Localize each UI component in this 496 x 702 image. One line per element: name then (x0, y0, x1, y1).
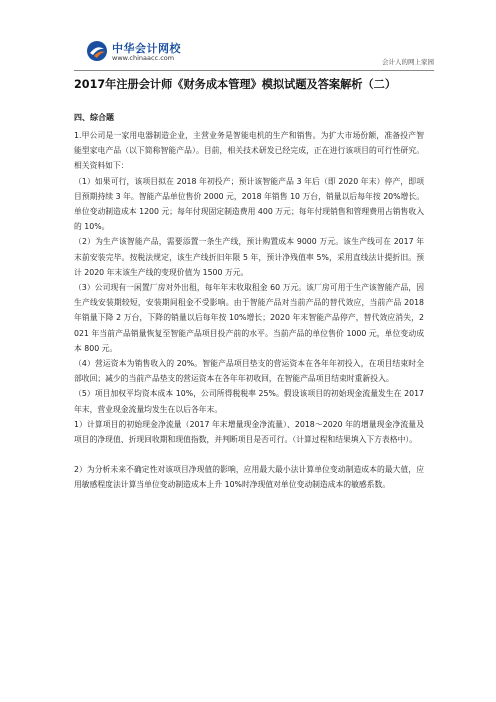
header-tagline: 会计人的网上家园 (382, 58, 434, 66)
page-header (74, 40, 434, 71)
material-paragraph-1: （1）如果可行，该项目拟在 2018 年初投产；预计该智能产品 3 年后（即 2020 年末）停产，即项目预期持续 3 年。智能产品单位售价 2000 元，2018 年销售 10 万台，销量以后每年按 20%增长。单位变动制造成本 1200 元；每年付现固定制造费用 400 万元；每年付现销售和管理费用占销售收入的 10%。 (74, 176, 424, 232)
paragraph-spacer (74, 447, 424, 462)
chinaacc-logo-icon (86, 40, 108, 62)
question-1-paragraph: 1）计算项目的初始现金净流量（2017 年末增量现金净流量）、2018～2020 年的增量现金净流量及项目的净现值、折现回收期和现值指数，并判断项目是否可行。（计算过程和结果填入下方表格中）。 (74, 419, 424, 445)
material-paragraph-2: （2）为生产该智能产品，需要添置一条生产线，预计购置成本 9000 万元。该生产线可在 2017 年末前安装完毕。按税法规定，该生产线折旧年限 5 年，预计净残值率 5%，采用直线法计提折旧。预计 2020 年末该生产线的变现价值为 1500 万元。 (74, 237, 424, 277)
question-2-paragraph: 2）为分析未来不确定性对该项目净现值的影响，应用最大最小法计算单位变动制造成本的最大值，应用敏感程度法计算当单位变动制造成本上升 10%时净现值对单位变动制造成本的敏感系数。 (74, 465, 424, 490)
material-paragraph-3: （3）公司现有一闲置厂房对外出租，每年年末收取租金 60 万元。该厂房可用于生产该智能产品，因生产线安装期较短，安装期间租金不受影响。由于智能产品对当前产品的替代效应，当前产品 2018 年销量下降 2 万台，下降的销量以后每年按 10%增长；2020 年末智能产品停产，替代效应消失，2021 年当前产品销量恢复至智能产品项目投产前的水平。当前产品的单位售价 1000 元，单位变动成本 800 元。 (74, 283, 424, 353)
material-paragraph-4: （4）营运资本为销售收入的 20%。智能产品项目垫支的营运资本在各年年初投入，在项目结束时全部收回；减少的当前产品垫支的营运资本在各年年初收回，在智能产品项目结束时重新投入。 (74, 359, 424, 384)
material-paragraph-5: （5）项目加权平均资本成本 10%，公司所得税税率 25%。假设该项目的初始现金流量发生在 2017 年末，营业现金流量均发生在以后各年末。 (74, 389, 424, 414)
question-intro-paragraph: 1.甲公司是一家用电器制造企业，主营业务是智能电机的生产和销售。为扩大市场份额，准备投产智能型家电产品（以下简称智能产品）。目前，相关技术研发已经完成，正在进行该项目的可行性研究。相关资料如下： (74, 131, 424, 171)
logo-title: 中华会计网校 (112, 42, 181, 55)
logo-url: www.chinaacc.com (112, 54, 175, 62)
document-title: 2017年注册会计师《财务成本管理》模拟试题及答案解析（二） (74, 78, 397, 91)
document-body (74, 128, 424, 493)
section-heading: 四、综合题 (74, 113, 114, 122)
